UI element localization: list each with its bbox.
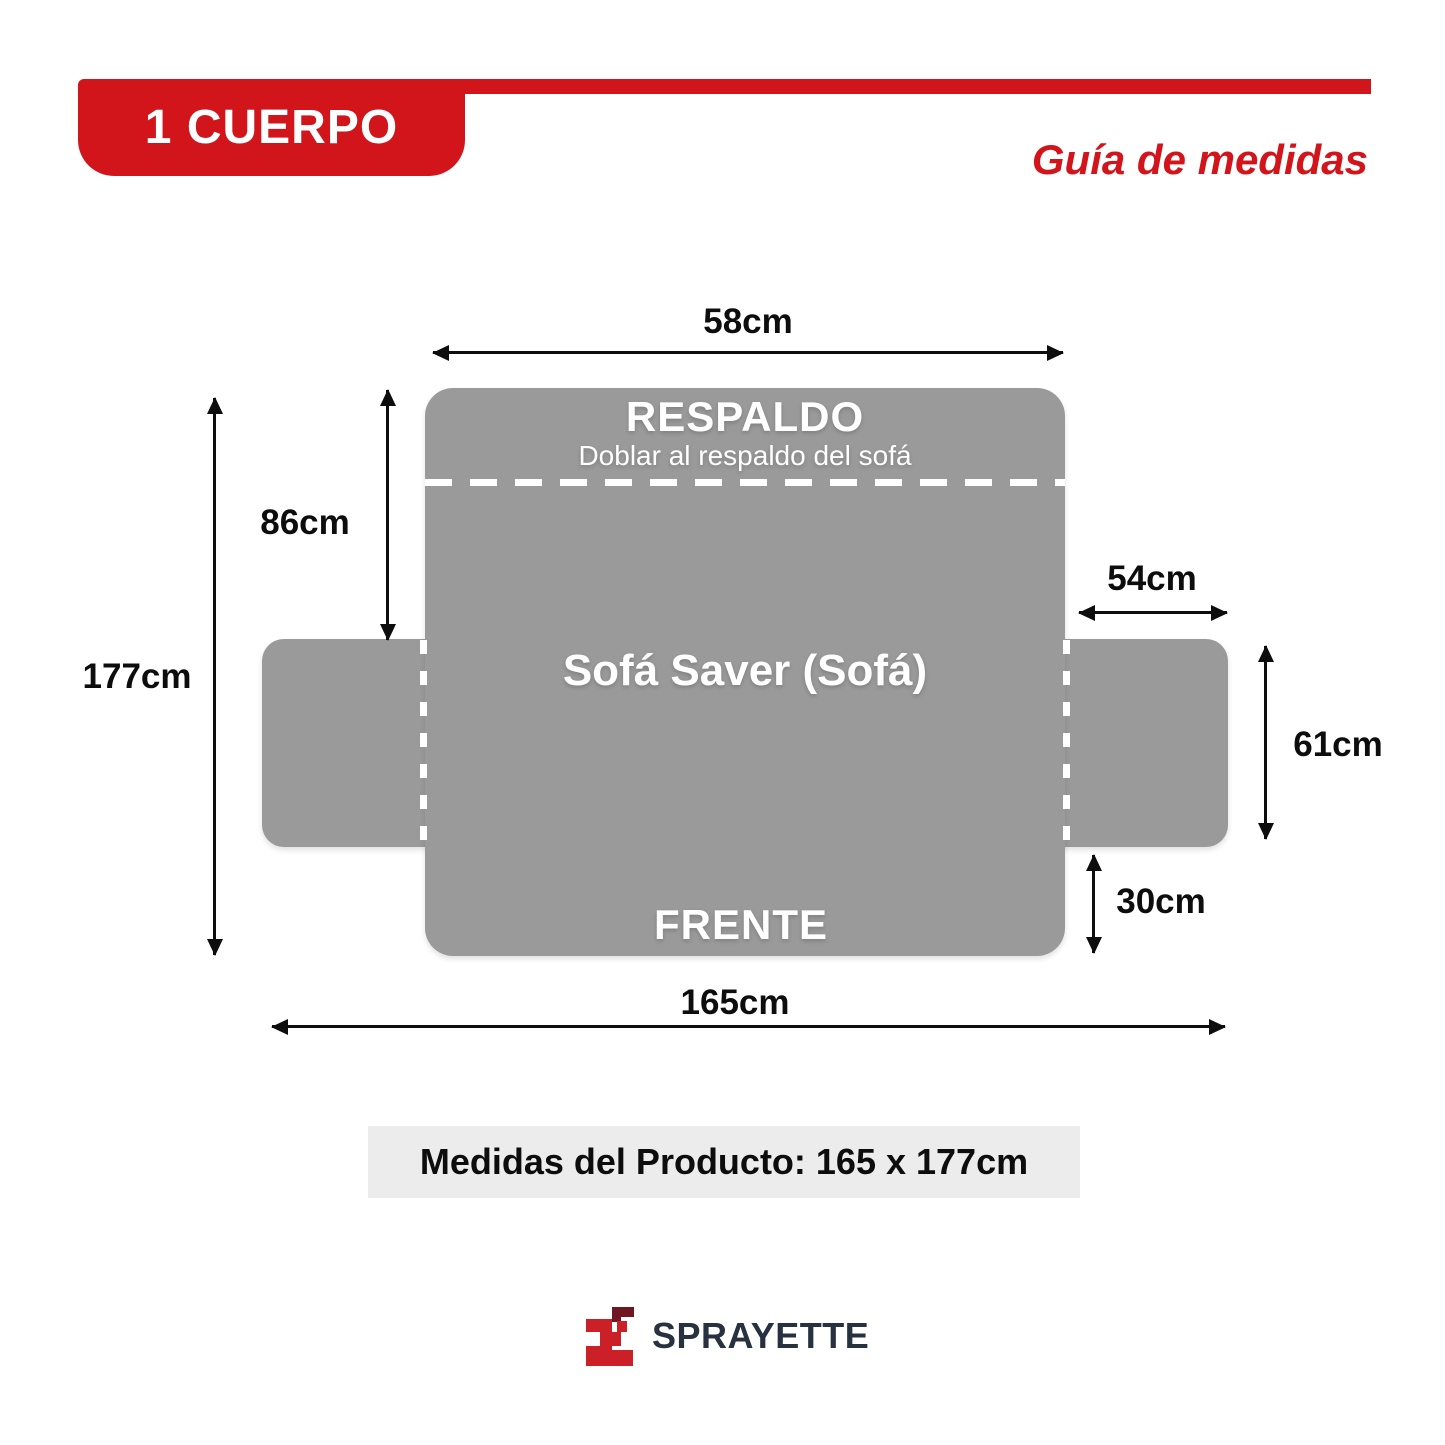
header-badge <box>78 79 465 176</box>
measure-total-height-arrow <box>213 398 216 955</box>
back-label: RESPALDO <box>625 393 865 440</box>
back-sublabel: Doblar al respaldo del sofá <box>578 440 912 471</box>
measure-flap-height-label: 61cm <box>1293 725 1383 764</box>
logo-block <box>586 1319 612 1332</box>
badge-label: 1 CUERPO <box>144 101 399 154</box>
header-accent-bar <box>461 79 1371 94</box>
measure-front-drop-label: 30cm <box>1116 882 1206 921</box>
logo-block <box>600 1332 621 1346</box>
front-label: FRENTE <box>654 901 828 948</box>
measure-top-width-label: 58cm <box>703 302 793 341</box>
fold-dashed-line <box>425 479 1065 486</box>
sofa-right-flap <box>1060 639 1228 847</box>
product-size-box <box>368 1126 1080 1198</box>
brand-name: SPRAYETTE <box>652 1315 870 1356</box>
logo-block <box>612 1307 634 1317</box>
logo-block <box>612 1350 633 1366</box>
left-seam-dashed-line <box>420 640 427 847</box>
measure-back-height-label: 86cm <box>260 503 350 542</box>
right-seam-dashed-line <box>1063 640 1070 847</box>
product-center-label: Sofá Saver (Sofá) <box>562 646 928 695</box>
measure-total-width-arrow <box>272 1025 1225 1028</box>
measure-flap-width-arrow <box>1079 611 1227 614</box>
sofa-left-flap <box>262 639 430 847</box>
measure-top-width-arrow <box>433 351 1063 354</box>
measure-total-width-label: 165cm <box>680 983 790 1022</box>
product-size-text: Medidas del Producto: 165 x 177cm <box>419 1141 1029 1182</box>
measure-flap-height-arrow <box>1264 646 1267 839</box>
measure-back-height-arrow <box>386 390 389 640</box>
guide-title: Guía de medidas <box>1031 136 1368 183</box>
logo-block <box>586 1346 612 1366</box>
logo-block <box>617 1321 627 1332</box>
sprayette-logo-icon <box>584 1304 636 1368</box>
measure-flap-width-label: 54cm <box>1107 559 1197 598</box>
measure-front-drop-arrow <box>1092 855 1095 953</box>
measure-total-height-label: 177cm <box>82 657 192 696</box>
